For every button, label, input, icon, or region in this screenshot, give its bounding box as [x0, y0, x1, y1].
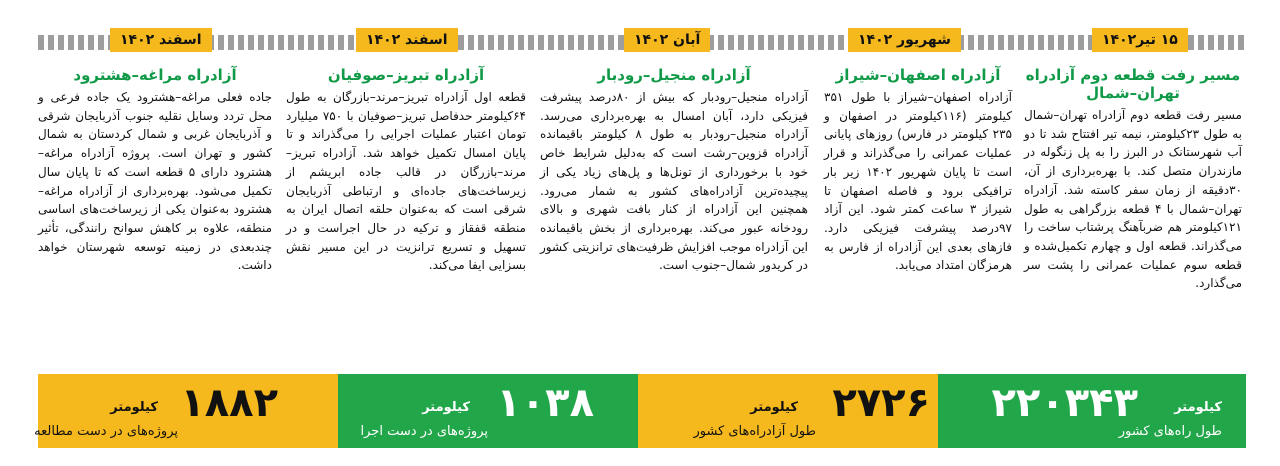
stat-value: ۲۲۰۳۴۳ — [991, 380, 1138, 426]
column-body: مسیر رفت قطعه دوم آزادراه تهران–شمال به طول ۲۳کیلومتر، نیمه تیر افتتاح شد تا دو آب شهرستانک در البرز را به پل زنگوله در مازندران متصل کند. با بهره‌برداری از آن، ۳۰دقیقه از زمان سفر کاسته شد. آزادراه تهران–شمال با ۴ قطعه بزرگراهی به طول ۱۲۱کیلومتر هم ضربآهنگ پرشتاب ساخت را می‌گذراند. قطعه اول و چهارم تکمیل‌شده و قطعه سوم عملیات عمرانی را پشت سر می‌گذارد. — [1024, 108, 1242, 291]
date-tag-3: آبان ۱۴۰۲ — [624, 28, 710, 52]
column-body: جاده فعلی مراغه–هشترود یک جاده فرعی و محل تردد وسایل نقلیه جنوب آذربایجان شرقی و آذربایجان غربی و شمال کردستان به شمال کشور و تهران است. پروژه آزادراه مراغه–هشترود دارای ۵ قطعه است که تا پایان سال تکمیل می‌شود. بهره‌برداری از آزادراه مراغه–هشترود به‌عنوان یکی از زیرساخت‌های اساسی منطقه، علاوه بر کاهش سوانح رانندگی، تأثیر چندبعدی در زمینه توسعه شهرستان خواهد داشت. — [38, 90, 272, 273]
stat-caption: پروژه‌های در دست مطالعه — [34, 424, 178, 439]
column-title: آزادراه منجیل–رودبار — [597, 66, 751, 84]
stat-roads-length — [938, 374, 1246, 448]
stat-value: ۱۸۸۲ — [180, 380, 278, 426]
stat-unit: کیلومتر — [110, 400, 158, 415]
column-body: آزادراه اصفهان–شیراز با طول ۳۵۱ کیلومتر (۱۱۶کیلومتر در اصفهان و ۲۳۵ کیلومتر در فارس) روزهای پایانی عملیات عمرانی را می‌گذراند و قرار است تا پایان شهریور ۱۴۰۲ زیر بار ترافیکی برود و فاصله اصفهان تا شیراز ۳ ساعت کمتر شود. این آزاد ۹۷درصد پیشرفت فیزیکی دارد. فازهای بعدی این آزادراه از فارس به هرمزگان امتداد می‌یابد. — [824, 90, 1013, 273]
stat-projects-in-progress — [338, 374, 638, 448]
stat-unit: کیلومتر — [422, 400, 470, 415]
column-body: قطعه اول آزادراه تبریز–مرند–بازرگان به طول ۶۴کیلومتر حدفاصل تبریز–صوفیان با ۷۵۰ میلیارد تومان اعتبار عملیات اجرایی را می‌گذراند و تا پایان امسال تکمیل خواهد شد. آزادراه تبریز–مرند–بازرگان در قالب جاده ابریشم از زیرساخت‌های جاده‌ای و ارتباطی آذربایجان شرقی است که به‌عنوان حلقه اتصال ایران به منطقه قفقاز و ترکیه در حال اجراست و در تسهیل و تسریع ترانزیت در این مسیر نقش بسزایی ایفا می‌کند. — [286, 90, 526, 273]
column-tehran-shomal — [1024, 66, 1242, 293]
date-tag-1: ۱۵ تیر۱۴۰۲ — [1092, 28, 1188, 52]
date-tag-5: اسفند ۱۴۰۲ — [110, 28, 212, 52]
timeline — [38, 28, 1246, 56]
column-maragheh-hashtrud — [38, 66, 272, 275]
column-body: آزادراه منجیل–رودبار که بیش از ۸۰درصد پیشرفت فیزیکی دارد، آبان امسال به بهره‌برداری می‌رسد. آزادراه منجیل–رودبار به طول ۸ کیلومتر باقیمانده آزادراه قزوین–رشت است که به‌دلیل شرایط خاص خود با برخورداری از تونل‌ها و پل‌های زیاد یکی از پیچیده‌ترین آزادراه‌های کشور به شمار می‌رود. همچنین این آزادراه از کنار بافت شهری و بالای رودخانه عبور می‌کند. بهره‌برداری از بخش باقیمانده این آزادراه موجب افزایش ظرفیت‌های ترانزیتی کشور در کریدور شمال–جنوب است. — [540, 90, 809, 273]
stat-caption: پروژه‌های در دست اجرا — [360, 424, 488, 439]
column-title: آزادراه مراغه–هشترود — [73, 66, 237, 84]
date-tag-2: شهریور ۱۴۰۲ — [848, 28, 961, 52]
stat-unit: کیلومتر — [1174, 400, 1222, 415]
stats-band — [34, 374, 1246, 448]
stat-value: ۱۰۳۸ — [496, 380, 594, 426]
column-manjil-rudbar — [540, 66, 808, 275]
column-tabriz-sufian — [286, 66, 526, 275]
stat-caption: طول آزادراه‌های کشور — [693, 424, 816, 439]
date-tag-4: اسفند ۱۴۰۲ — [356, 28, 458, 52]
stat-projects-under-study — [34, 374, 338, 448]
stat-freeways-length — [638, 374, 938, 448]
column-title: آزادراه اصفهان–شیراز — [835, 66, 1001, 84]
stat-value: ۲۷۲۶ — [832, 380, 930, 426]
column-title: آزادراه تبریز–صوفیان — [327, 66, 485, 84]
column-title: مسیر رفت قطعه دوم آزادراه تهران–شمال — [1025, 66, 1241, 102]
stat-caption: طول راه‌های کشور — [1118, 424, 1222, 439]
column-isfahan-shiraz — [824, 66, 1012, 275]
stat-unit: کیلومتر — [750, 400, 798, 415]
